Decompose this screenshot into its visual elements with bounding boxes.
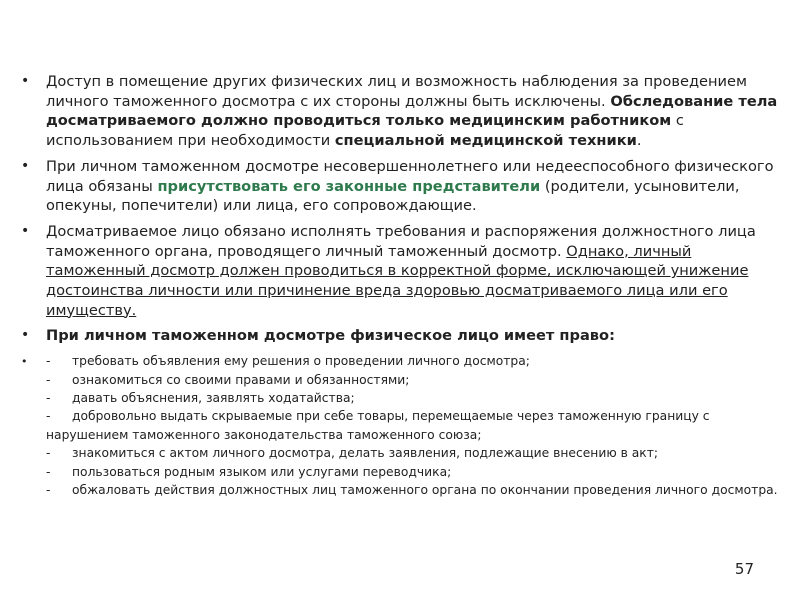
bullet-text-highlight: присутствовать его законные представители: [157, 177, 541, 195]
right-item: [46, 389, 788, 407]
dash-marker: -: [46, 372, 51, 387]
bullet-text-bold: При личном таможенном досмотре физическое лицо имеет право: [46, 327, 610, 345]
bullet-rights-list: [20, 352, 788, 499]
bullet-text: Досматриваемое лицо обязано исполнять требования и распоряжения должностного лица таможенного органа, проводящего личный таможенный досмотр.: [46, 222, 756, 260]
bullet-text-bold: специальной медицинской техники: [334, 132, 637, 150]
dash-marker: -: [46, 409, 51, 424]
right-item-text: требовать объявления ему решения о проведении личного досмотра;: [72, 354, 530, 369]
dash-marker: -: [46, 482, 51, 497]
bullet-text: При личном таможенном досмотре несовершеннолетнего или недееспособного физического лица обязаны: [46, 157, 774, 195]
right-item: [46, 352, 788, 370]
page-number: 57: [734, 560, 754, 578]
bullet-text: :: [609, 327, 615, 345]
bullet-obligations: [20, 222, 788, 321]
right-item-text: обжаловать действия должностных лиц таможенного органа по окончании проведения личного досмотра.: [72, 482, 778, 497]
bullet-minor-representatives: [20, 157, 788, 216]
right-item: [46, 481, 788, 499]
bullet-list: [20, 72, 788, 505]
right-item-text: добровольно выдать скрываемые при себе товары, перемещаемые через таможенную границу с нарушением таможенного законодательства таможенного союза;: [46, 409, 710, 442]
right-item: [46, 371, 788, 389]
right-item-text: пользоваться родным языком или услугами переводчика;: [72, 464, 452, 479]
bullet-text-bold: Обследование тела досматриваемого должно проводиться только медицинским работником: [46, 92, 778, 130]
bullet-access-restriction: [20, 72, 788, 151]
rights-list: [46, 352, 788, 499]
right-item-text: знакомиться с актом личного досмотра, делать заявления, подлежащие внесению в акт;: [72, 446, 659, 461]
right-item: [46, 444, 788, 462]
bullet-text: Доступ в помещение других физических лиц и возможность наблюдения за проведением личного таможенного досмотра с их стороны должны быть исключены.: [46, 73, 748, 110]
bullet-text: с использованием при необходимости: [46, 112, 684, 150]
dash-marker: -: [46, 446, 51, 461]
bullet-text-underlined: Однако, личный таможенный досмотр должен проводиться в корректной форме, исключающей унижение достоинства личности или причинение вреда здоровью досматриваемого лица или его имуществу.: [46, 242, 749, 319]
right-item-text: давать объяснения, заявлять ходатайства;: [72, 390, 355, 405]
bullet-rights-heading: [20, 326, 788, 346]
bullet-text: .: [636, 132, 642, 150]
right-item: [46, 407, 788, 444]
dash-marker: -: [46, 354, 51, 369]
dash-marker: -: [46, 464, 51, 479]
right-item: [46, 463, 788, 481]
dash-marker: -: [46, 390, 51, 405]
bullet-text: (родители, усыновители, опекуны, попечители) или лица, его сопровождающие.: [46, 177, 740, 215]
right-item-text: ознакомиться со своими правами и обязанностями;: [72, 372, 410, 387]
